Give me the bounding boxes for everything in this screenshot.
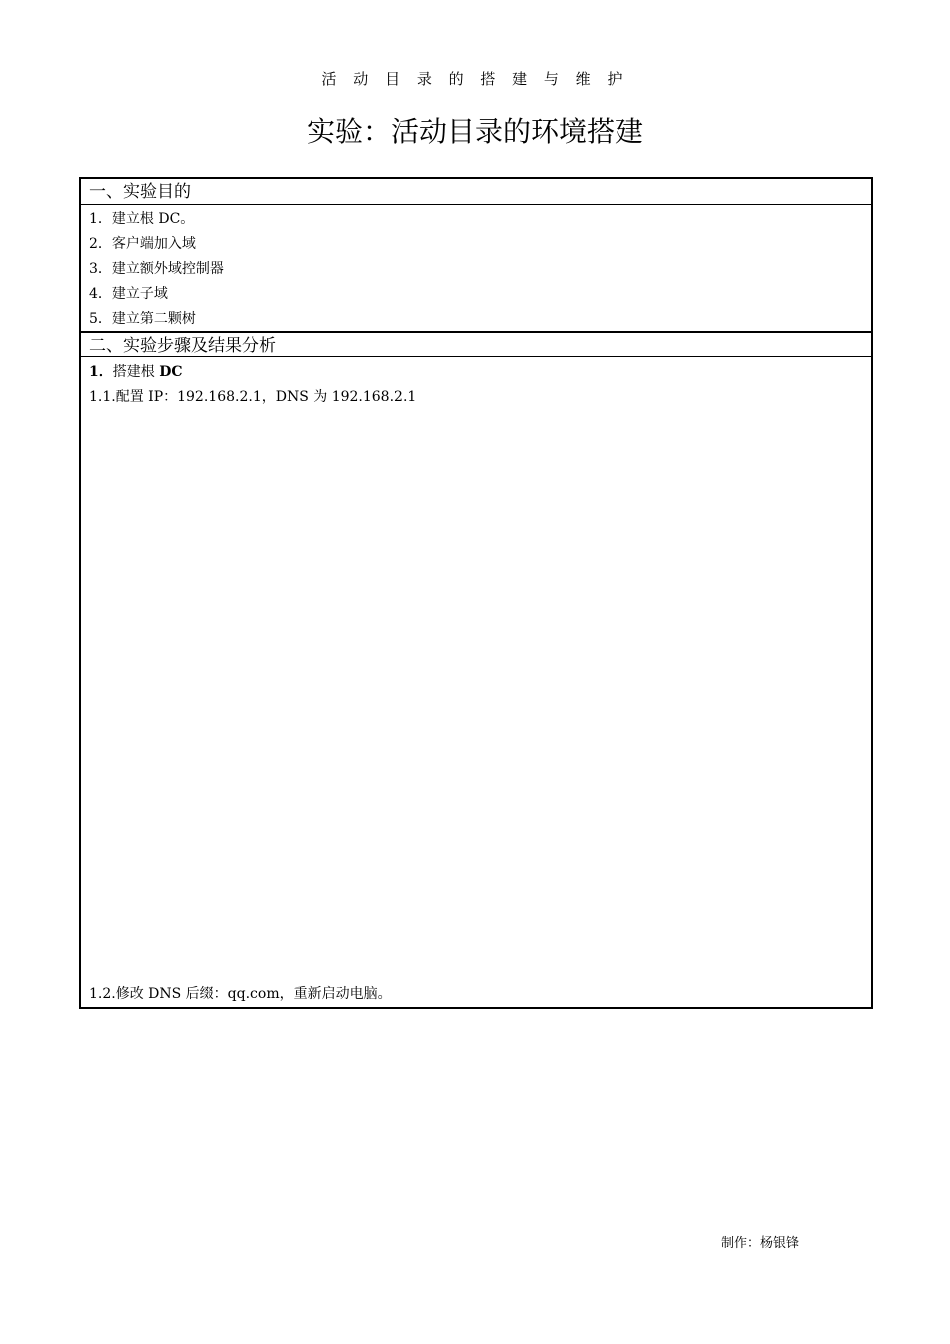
section-heading-steps: 二、实验步骤及结果分析 bbox=[81, 331, 871, 357]
step-line-1-1: 1.1.配置 IP：192.168.2.1，DNS 为 192.168.2.1 bbox=[89, 389, 417, 405]
author-footer: 制作：杨银锋 bbox=[721, 1236, 800, 1251]
objective-item-2: 2．客户端加入域 bbox=[89, 236, 196, 252]
step-heading bbox=[89, 363, 183, 381]
objective-item-1: 1．建立根 DC。 bbox=[89, 211, 195, 227]
step-number: 1． bbox=[89, 364, 113, 380]
page-title: 实验：活动目录的环境搭建 bbox=[306, 115, 643, 148]
objective-item-5: 5．建立第二颗树 bbox=[89, 311, 196, 327]
report-table bbox=[79, 177, 873, 1009]
objective-item-4: 4．建立子域 bbox=[89, 286, 168, 302]
step-line-1-2: 1.2.修改 DNS 后缀：qq.com，重新启动电脑。 bbox=[89, 986, 392, 1002]
step-bold-term: DC bbox=[159, 364, 183, 380]
objective-item-3: 3．建立额外域控制器 bbox=[89, 261, 224, 277]
step-text: 搭建根 bbox=[112, 364, 160, 380]
running-header: 活 动 目 录 的 搭 建 与 维 护 bbox=[321, 70, 629, 88]
section-heading-objectives: 一、实验目的 bbox=[81, 179, 871, 205]
